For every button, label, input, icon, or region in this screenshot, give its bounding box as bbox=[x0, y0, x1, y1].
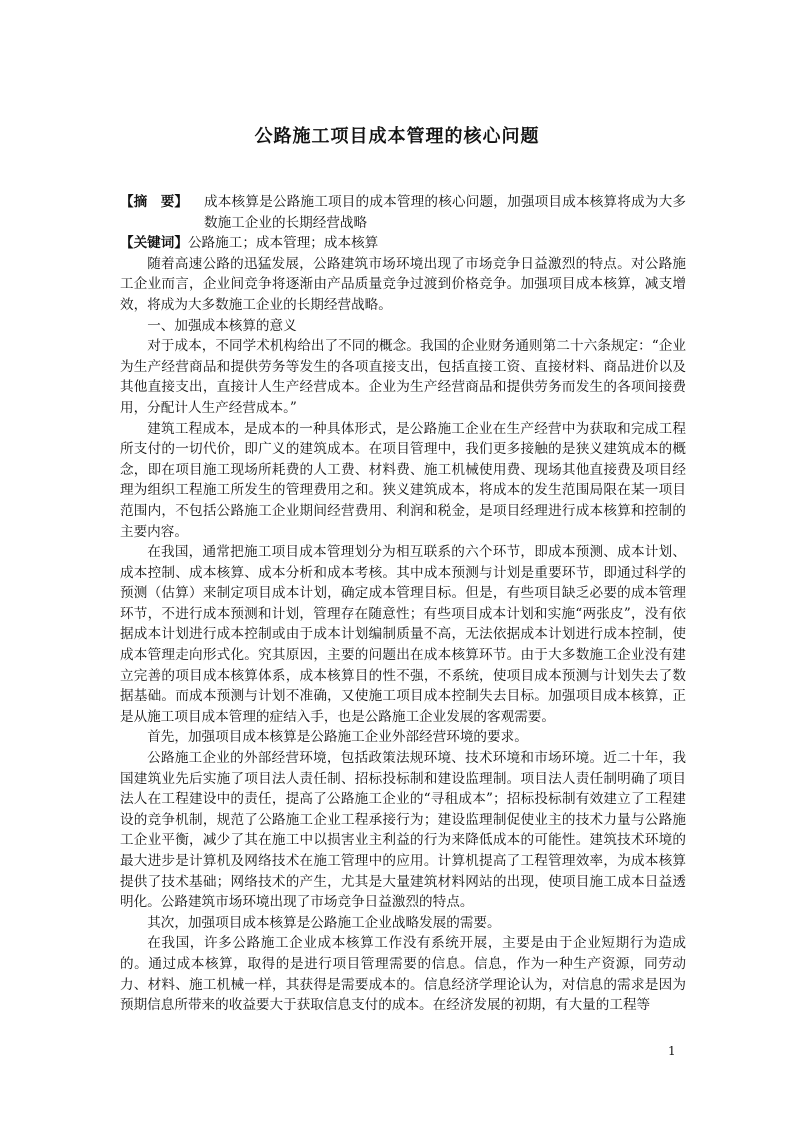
paragraph: 建筑工程成本，是成本的一种具体形式，是公路施工企业在生产经营中为获取和完成工程所支付的一切代价，即广义的建筑成本。在项目管理中，我们更多接触的是狭义建筑成本的概念，即在项目施工现场所耗费的人工费、材料费、施工机械使用费、现场其他直接费及项目经理为组织工程施工所发生的管理费用之和。狭义建筑成本，将成本的发生范围局限在某一项目范围内，不包括公路施工企业期间经营费用、利润和税金，是项目经理进行成本核算和控制的主要内容。 bbox=[120, 420, 686, 540]
paragraph: 其次，加强项目成本核算是公路施工企业战略发展的需要。 bbox=[147, 914, 501, 931]
document-title: 公路施工项目成本管理的核心问题 bbox=[254, 126, 540, 147]
document-body bbox=[120, 192, 686, 1016]
keywords-label: 【关键词】 bbox=[120, 235, 188, 252]
paragraph: 首先，加强项目成本核算是公路施工企业外部经营环境的要求。 bbox=[147, 729, 528, 746]
paragraph: 在我国，许多公路施工企业成本核算工作没有系统开展，主要是由于企业短期行为造成的。通过成本核算，取得的是进行项目管理需要的信息。信息，作为一种生产资源，同劳动力、材料、施工机械一样，其获得是需要成本的。信息经济学理论认为，对信息的需求是因为预期信息所带来的收益要大于获取信息支付的成本。在经济发展的初期，有大量的工程等 bbox=[120, 935, 686, 1014]
paragraph: 公路施工企业的外部经营环境，包括政策法规环境、技术环境和市场环境。近二十年，我国建筑业先后实施了项目法人责任制、招标投标制和建设监理制。项目法人责任制明确了项目法人在工程建设中的责任，提高了公路施工企业的“寻租成本”；招标投标制有效建立了工程建设的竞争机制，规范了公路施工企业工程承接行为；建设监理制促使业主的技术力量与公路施工企业平衡，减少了其在施工中以损害业主利益的行为来降低成本的可能性。建筑技术环境的最大进步是计算机及网络技术在施工管理中的应用。计算机提高了工程管理效率，为成本核算提供了技术基础；网络技术的产生，尤其是大量建筑材料网站的出现，使项目施工成本日益透明化。公路建筑市场环境出现了市场竞争日益激烈的特点。 bbox=[120, 750, 686, 911]
keywords-text: 公路施工；成本管理；成本核算 bbox=[187, 235, 379, 252]
section-heading: 一、加强成本核算的意义 bbox=[147, 317, 297, 334]
paragraph: 对于成本，不同学术机构给出了不同的概念。我国的企业财务通则第二十六条规定：“企业为生产经营商品和提供劳务等发生的各项直接支出，包括直接工资、直接材料、商品进价以及其他直接支出，直接计人生产经营成本。企业为生产经营商品和提供劳务而发生的各项间接费用，分配计人生产经营成本。” bbox=[120, 338, 686, 416]
keywords-block bbox=[120, 233, 686, 254]
abstract-block bbox=[120, 192, 686, 233]
paragraph: 在我国，通常把施工项目成本管理划分为相互联系的六个环节，即成本预测、成本计划、成本控制、成本核算、成本分析和成本考核。其中成本预测与计划是重要环节，即通过科学的预测（估算）来制定项目成本计划，确定成本管理目标。但是，有些项目缺乏必要的成本管理环节，不进行成本预测和计划，管理存在随意性；有些项目成本计划和实施“两张皮”，没有依据成本计划进行成本控制或由于成本计划编制质量不高，无法依据成本计划进行成本控制，使成本管理走向形式化。究其原因，主要的问题出在成本核算环节。由于大多数施工企业没有建立完善的项目成本核算体系，成本核算目的性不强，不系统，使项目成本预测与计划失去了数据基础。而成本预测与计划不准确，又使施工项目成本控制失去目标。加强项目成本核算，正是从施工项目成本管理的症结入手，也是公路施工企业发展的客观需要。 bbox=[120, 544, 686, 725]
abstract-label: 【摘 要】 bbox=[120, 194, 188, 210]
abstract-text: 成本核算是公路施工项目的成本管理的核心问题，加强项目成本核算将成为大多数施工企业的长期经营战略 bbox=[204, 194, 686, 231]
paragraph: 随着高速公路的迅猛发展，公路建筑市场环境出现了市场竞争日益激烈的特点。对公路施工企业而言，企业间竞争将逐渐由产品质量竞争过渡到价格竞争。加强项目成本核算，减支增效，将成为大多数施工企业的长期经营战略。 bbox=[120, 255, 686, 313]
page-number: 1 bbox=[668, 1044, 676, 1058]
